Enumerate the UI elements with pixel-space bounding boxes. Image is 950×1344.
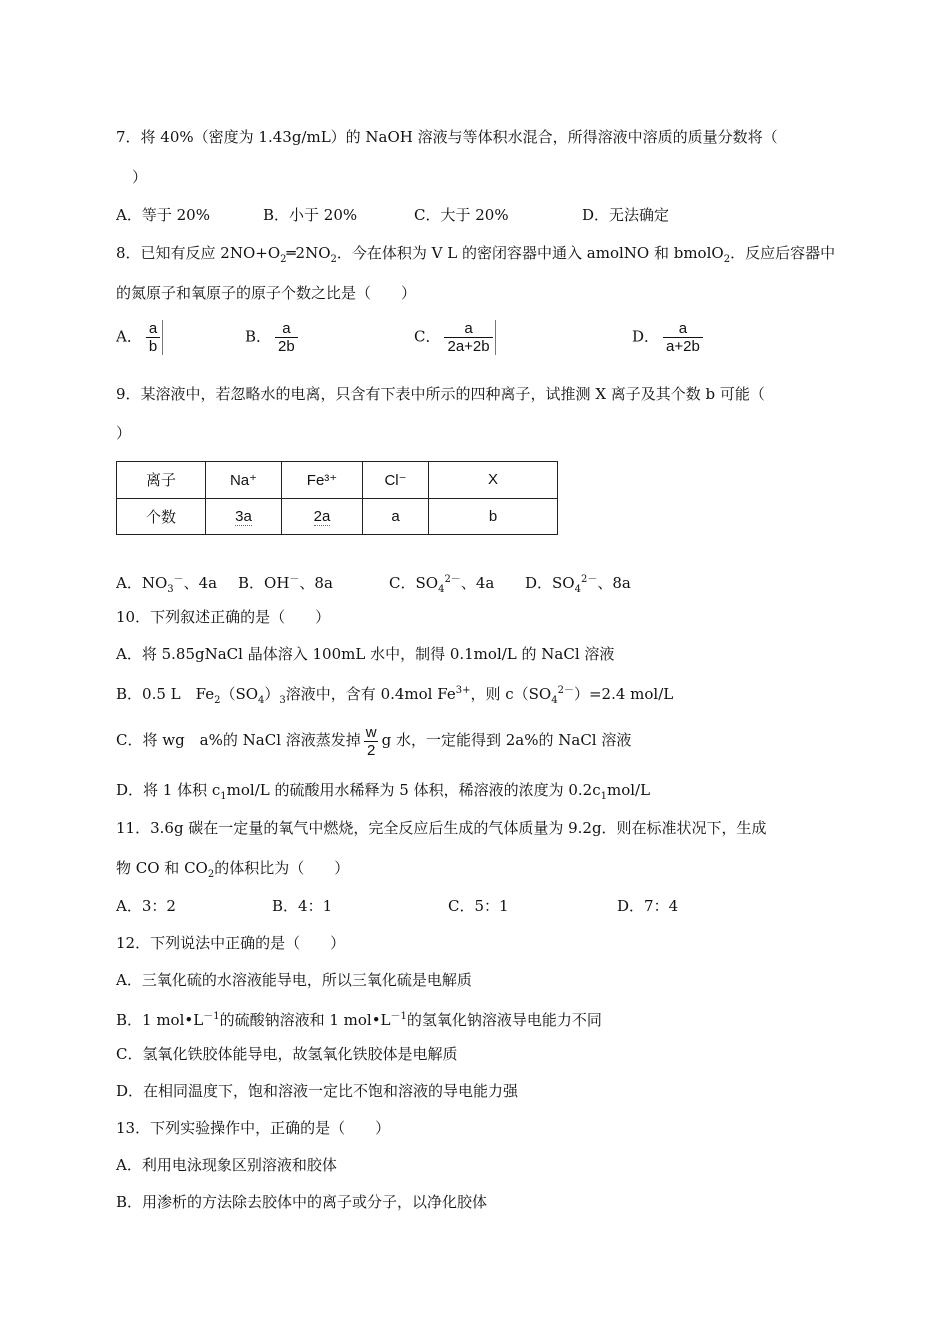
q10-option-a[interactable]: A．将 5.85gNaCl 晶体溶入 100mL 水中，制得 0.1mol/L 的 NaCl 溶液 [116,645,615,663]
q12-stem: 12．下列说法中正确的是（ ） [116,934,346,952]
q11-option-c[interactable]: C．5：1 [448,897,509,915]
q9-stem-line1: 9．某溶液中，若忽略水的电离，只含有下表中所示的四种离子，试推测 X 离子及其个数 b 可能（ [116,385,765,403]
table-cell: Cl⁻ [363,462,429,499]
q11-option-a[interactable]: A．3：2 [116,897,176,915]
table-row [117,462,558,499]
q7-stem-line2: ） [132,168,148,186]
q12-option-a[interactable]: A．三氧化硫的水溶液能导电，所以三氧化硫是电解质 [116,971,472,989]
q9-option-c[interactable]: C．$SO_4^{2-}$、4a [389,574,495,595]
q10-option-b[interactable]: B．0.5 L $Fe_2(SO_4)_3$溶液中，含有 0.4mol $Fe^{3+}$，则 $c(SO_4^{2-})=2.4$ mol/L [116,685,674,706]
table-cell: X [429,462,558,499]
q8-stem-line1: 8．已知有反应 $2NO+O_2═2NO_2$．今在体积为 V L 的密闭容器中通入 amolNO 和 bmolO$_2$．反应后容器中 [116,244,836,265]
q7-option-d[interactable]: D．无法确定 [582,206,670,224]
q13-option-b[interactable]: B．用渗析的方法除去胶体中的离子或分子，以净化胶体 [116,1193,488,1211]
q11-option-d[interactable]: D．7：4 [617,897,679,915]
q7-option-b[interactable]: B．小于 20% [263,206,358,224]
fraction: $\frac{a}{a+2b}$ [663,320,703,355]
q9-option-a[interactable]: A．$NO_3^-$、4a [116,574,218,595]
q9-option-b[interactable]: B．OH－、8a [238,574,333,592]
table-cell: 个数 [117,498,206,535]
q8-option-a[interactable]: A． $\frac{a}{b}$ [116,320,163,355]
cell-value: 2a [313,507,331,525]
ion-table [116,461,558,535]
q8-option-d[interactable]: D． $\frac{a}{a+2b}$ [632,320,703,355]
q7-stem-line1: 7．将 40%（密度为 1.43g/mL）的 NaOH 溶液与等体积水混合，所得溶液中溶质的质量分数将（ [116,128,778,146]
q10-stem: 10．下列叙述正确的是（ ） [116,608,331,626]
q9-option-d[interactable]: D．$SO_4^{2-}$、8a [525,574,631,595]
q8-option-c[interactable]: C． $\frac{a}{2a+2b}$ [414,320,496,355]
table-cell: b [429,498,558,535]
q10-option-c[interactable]: C．将 wg a%的 NaCl 溶液蒸发掉 $\frac{w}{2}$ g 水，一定能得到 2a%的 NaCl 溶液 [116,723,632,759]
fraction: $\frac{w}{2}$ [365,723,377,759]
table-cell: Fe³⁺ [282,462,363,499]
fraction: $\frac{a}{2b}$ [275,320,298,355]
q8-option-b[interactable]: B． $\frac{a}{2b}$ [245,320,298,355]
q7-option-a[interactable]: A．等于 20% [116,206,210,224]
q12-option-b[interactable]: B．1 $mol•L^{-1}$的硫酸钠溶液和 1 $mol•L^{-1}$的氢氧化钠溶液导电能力不同 [116,1011,602,1029]
q9-stem-line2: ） [116,424,132,442]
table-cell: 离子 [117,462,206,499]
table-cell [282,498,363,535]
q13-stem: 13．下列实验操作中，正确的是（ ） [116,1119,391,1137]
q11-option-b[interactable]: B．4：1 [272,897,333,915]
q11-stem-line1: 11．3.6g 碳在一定量的氧气中燃烧，完全反应后生成的气体质量为 9.2g．则在标准状况下，生成 [116,819,767,837]
q10-option-d[interactable]: D．将 1 体积 $c_1mol/L$ 的硫酸用水稀释为 5 体积，稀溶液的浓度为 $0.2c_1mol/L$ [116,781,651,802]
q12-option-d[interactable]: D．在相同温度下，饱和溶液一定比不饱和溶液的导电能力强 [116,1082,519,1100]
table-cell [206,498,282,535]
table-cell: a [363,498,429,535]
q13-option-a[interactable]: A．利用电泳现象区别溶液和胶体 [116,1156,337,1174]
q11-stem-line2: 物 CO 和 $CO_2$的体积比为（ ） [116,859,350,880]
fraction: $\frac{a}{2a+2b}$ [444,320,495,355]
q8-stem-line2: 的氮原子和氧原子的原子个数之比是（ ） [116,284,417,302]
fraction: $\frac{a}{b}$ [146,320,163,355]
q12-option-c[interactable]: C．氢氧化铁胶体能导电，故氢氧化铁胶体是电解质 [116,1045,458,1063]
table-row [117,498,558,535]
table-cell: Na⁺ [206,462,282,499]
q7-option-c[interactable]: C．大于 20% [414,206,509,224]
cell-value: 3a [235,507,252,525]
